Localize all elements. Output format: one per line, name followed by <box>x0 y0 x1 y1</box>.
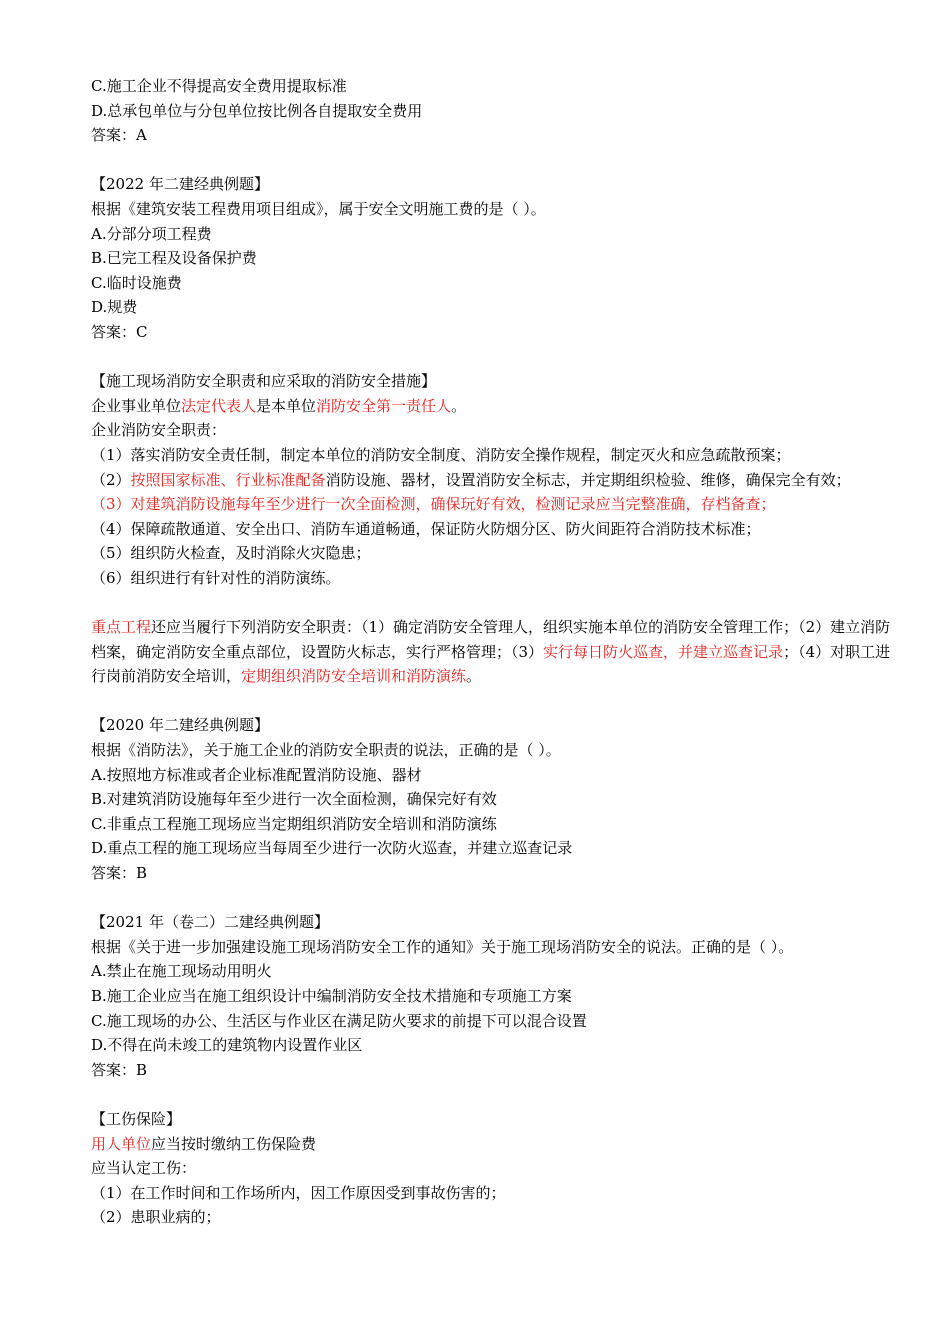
spacer <box>91 886 891 911</box>
injury-item-1: （1）在工作时间和工作场所内，因工作原因受到事故伤害的； <box>91 1183 506 1202</box>
answer: 答案：C <box>91 322 148 341</box>
answer: 答案：B <box>91 1060 148 1079</box>
option-c: C.临时设施费 <box>91 273 182 292</box>
text-run: 应当按时缴纳工伤保险费 <box>151 1134 317 1153</box>
text-run: 还应当履行下列消防安全职责：（1）确定消防安全管理人，组织实施本单位的消防安全管理工作；（2）建立消防档案，确定消防安全重点部位，设置防火标志，实行严格管理；（3） <box>91 618 891 661</box>
duty-item-3: （3）对建筑消防设施每年至少进行一次全面检测，确保玩好有效，检测记录应当完整准确，存档备查； <box>91 495 776 514</box>
option-d: D.不得在尚未竣工的建筑物内设置作业区 <box>91 1036 363 1055</box>
option-a: A.禁止在施工现场动用明火 <box>91 962 272 981</box>
duties-label: 企业消防安全职责： <box>91 421 227 440</box>
highlight-text: 定期组织消防安全培训和消防演练 <box>241 667 467 686</box>
option-c: C.施工现场的办公、生活区与作业区在满足防火要求的前提下可以混合设置 <box>91 1011 587 1030</box>
text-run: 消防设施、器材，设置消防安全标志，并定期组织检验、维修，确保完全有效； <box>325 470 851 489</box>
question-text: 根据《关于进一步加强建设施工现场消防安全工作的通知》关于施工现场消防安全的说法。正确的是（ ）。 <box>91 937 794 956</box>
question-text: 根据《建筑安装工程费用项目组成》，属于安全文明施工费的是（ ）。 <box>91 199 546 218</box>
spacer <box>91 148 891 173</box>
duty-item-5: （5）组织防火检查，及时消除火灾隐患； <box>91 544 371 563</box>
spacer <box>91 689 891 714</box>
section-heading: 【施工现场消防安全职责和应采取的消防安全措施】 <box>91 372 437 391</box>
injury-label: 应当认定工伤： <box>91 1159 197 1178</box>
highlight-text: 法定代表人 <box>181 396 257 415</box>
answer: 答案：A <box>91 126 147 145</box>
option-a: A.按照地方标准或者企业标准配置消防设施、器材 <box>91 765 422 784</box>
document-page <box>91 74 891 1230</box>
option-b: B.已完工程及设备保护费 <box>91 249 257 268</box>
employer-line <box>91 1132 891 1157</box>
highlight-text: 消防安全第一责任人 <box>316 396 452 415</box>
highlight-text: 按照国家标准、行业标准配备 <box>130 470 326 489</box>
text-run: 。 <box>451 396 467 415</box>
section-heading: 【2020 年二建经典例题】 <box>91 716 269 735</box>
text-run: 是本单位 <box>256 396 317 415</box>
spacer <box>91 345 891 370</box>
text-run: ；（4）对职工进行岗前消防安全培训， <box>91 642 891 686</box>
responsible-person-line <box>91 394 891 419</box>
spacer <box>91 1082 891 1107</box>
section-heading: 【工伤保险】 <box>91 1109 182 1128</box>
text-run: 。 <box>466 667 482 686</box>
duty-item-2 <box>91 468 891 493</box>
option-b: B.对建筑消防设施每年至少进行一次全面检测，确保完好有效 <box>91 790 497 809</box>
text-run: （2） <box>91 470 131 489</box>
duty-item-4: （4）保障疏散通道、安全出口、消防车通道畅通，保证防火防烟分区、防火间距符合消防技术标准； <box>91 519 761 538</box>
duty-item-1: （1）落实消防安全责任制，制定本单位的消防安全制度、消防安全操作规程，制定灭火和应急疏散预案； <box>91 445 791 464</box>
section-heading: 【2021 年（卷二）二建经典例题】 <box>91 913 329 932</box>
option-b: B.施工企业应当在施工组织设计中编制消防安全技术措施和专项施工方案 <box>91 986 572 1005</box>
spacer <box>91 590 891 615</box>
duty-item-6: （6）组织进行有针对性的消防演练。 <box>91 568 341 587</box>
section-heading: 【2022 年二建经典例题】 <box>91 175 269 194</box>
option-d: D.总承包单位与分包单位按比例各自提取安全费用 <box>91 101 423 120</box>
option-c: C.非重点工程施工现场应当定期组织消防安全培训和消防演练 <box>91 814 497 833</box>
option-a: A.分部分项工程费 <box>91 224 212 243</box>
key-project-paragraph <box>91 615 891 689</box>
highlight-text: 用人单位 <box>91 1134 152 1153</box>
highlight-text: 实行每日防火巡查，并建立巡查记录 <box>543 642 784 661</box>
text-run: 企业事业单位 <box>91 396 182 415</box>
answer: 答案：B <box>91 864 148 882</box>
option-c: C.施工企业不得提高安全费用提取标准 <box>91 77 347 95</box>
injury-item-2: （2）患职业病的； <box>91 1208 221 1227</box>
question-text: 根据《消防法》，关于施工企业的消防安全职责的说法，正确的是（ ）。 <box>91 741 561 760</box>
option-d: D.重点工程的施工现场应当每周至少进行一次防火巡查，并建立巡查记录 <box>91 839 573 858</box>
option-d: D.规费 <box>91 298 138 317</box>
highlight-text: 重点工程 <box>91 618 152 637</box>
